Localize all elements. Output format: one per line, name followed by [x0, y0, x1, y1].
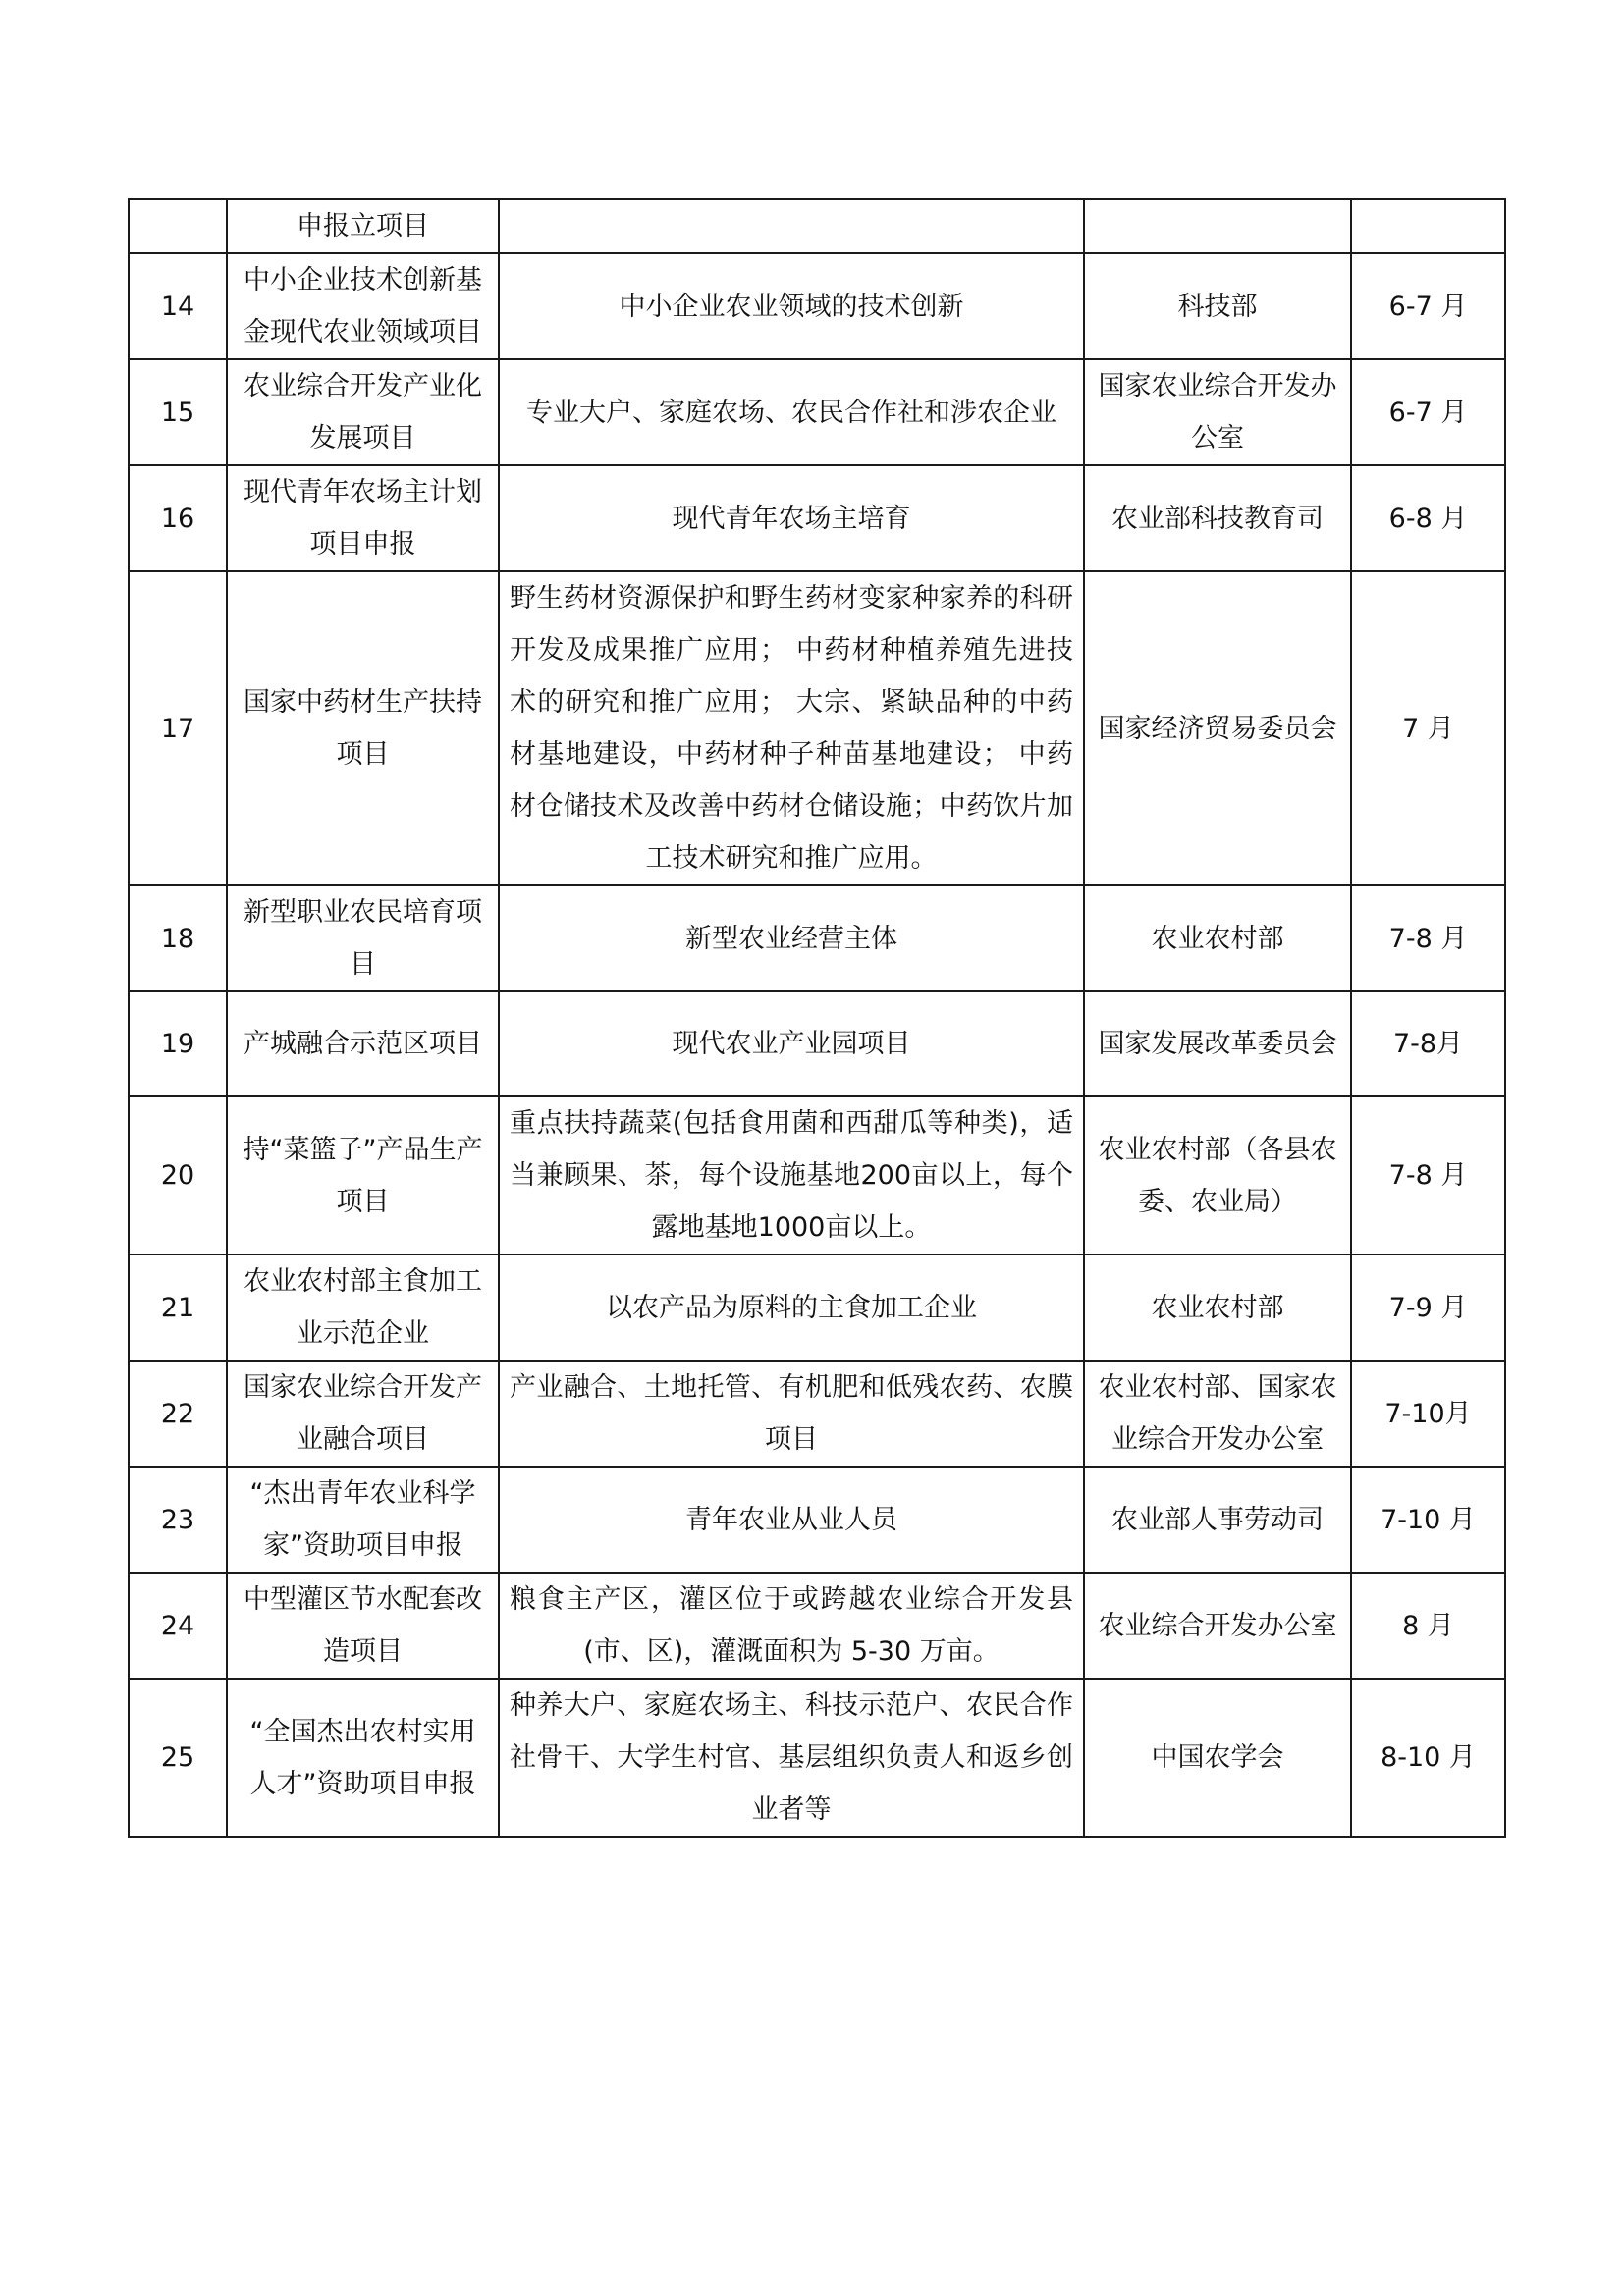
row-number: 19: [160, 1029, 195, 1059]
table-body: [129, 199, 1505, 1837]
responsible-department: 农业农村部、国家农业综合开发办公室: [1098, 1372, 1337, 1455]
project-name: 新型职业农民培育项目: [244, 897, 482, 980]
responsible-department: 科技部: [1177, 291, 1258, 322]
application-time-cell: [1351, 571, 1505, 885]
project-content-cell: [499, 571, 1084, 885]
row-number-cell: [129, 571, 227, 885]
responsible-department-cell: [1084, 1573, 1351, 1679]
responsible-department: 国家农业综合开发办公室: [1098, 371, 1337, 454]
responsible-department: 农业农村部: [1151, 1292, 1284, 1323]
project-content-cell: [499, 1361, 1084, 1467]
responsible-department: 农业农村部: [1151, 923, 1284, 954]
application-time: 7-9 月: [1388, 1292, 1468, 1323]
application-time-cell: [1351, 991, 1505, 1096]
application-time-cell: [1351, 465, 1505, 571]
responsible-department-cell: [1084, 571, 1351, 885]
application-time: 7-8 月: [1388, 923, 1468, 954]
row-number: 14: [160, 291, 195, 322]
project-content-cell: [499, 885, 1084, 991]
project-content-cell: [499, 1467, 1084, 1573]
project-name: 农业综合开发产业化发展项目: [244, 371, 482, 454]
project-content: 野生药材资源保护和野生药材变家种家养的科研开发及成果推广应用； 中药材种植养殖先进技术的研究和推广应用； 大宗、紧缺品种的中药材基地建设，中药材种子种苗基地建设； 中药材仓储技术及改善中药材仓储设施；中药饮片加工技术研究和推广应用。: [510, 583, 1073, 874]
row-number-cell: [129, 885, 227, 991]
application-time: 6-7 月: [1388, 397, 1468, 428]
table-row: [129, 885, 1505, 991]
project-name: 农业农村部主食加工业示范企业: [244, 1266, 482, 1349]
responsible-department-cell: [1084, 1255, 1351, 1361]
application-time-cell: [1351, 1255, 1505, 1361]
responsible-department: 农业农村部（各县农委、农业局）: [1098, 1134, 1337, 1217]
project-content: 产业融合、土地托管、有机肥和低残农药、农膜项目: [510, 1372, 1073, 1455]
project-content: 重点扶持蔬菜(包括食用菌和西甜瓜等种类)，适当兼顾果、茶，每个设施基地200亩以上，每个露地基地1000亩以上。: [510, 1108, 1073, 1243]
row-number-cell: [129, 1255, 227, 1361]
project-name-cell: [227, 885, 499, 991]
responsible-department: 中国农学会: [1151, 1742, 1284, 1773]
project-name: 产城融合示范区项目: [244, 1029, 482, 1059]
project-name-cell: [227, 465, 499, 571]
table-row: [129, 1573, 1505, 1679]
row-number-cell: [129, 1573, 227, 1679]
project-content: 粮食主产区，灌区位于或跨越农业综合开发县(市、区)，灌溉面积为 5-30 万亩。: [510, 1584, 1073, 1667]
responsible-department-cell: [1084, 359, 1351, 465]
project-table: [128, 198, 1506, 1838]
project-name-cell: [227, 253, 499, 359]
responsible-department-cell: [1084, 253, 1351, 359]
project-name: 国家农业综合开发产业融合项目: [244, 1372, 482, 1455]
project-content-cell: [499, 359, 1084, 465]
project-name-cell: [227, 199, 499, 253]
application-time: 7-8 月: [1388, 1160, 1468, 1191]
project-content: 现代青年农场主培育: [672, 503, 911, 534]
responsible-department: 国家经济贸易委员会: [1098, 713, 1337, 744]
table-row: [129, 1361, 1505, 1467]
responsible-department: 国家发展改革委员会: [1098, 1029, 1337, 1059]
table-row: [129, 253, 1505, 359]
project-name: 中小企业技术创新基金现代农业领域项目: [244, 265, 482, 347]
responsible-department-cell: [1084, 199, 1351, 253]
project-content-cell: [499, 1573, 1084, 1679]
project-name-cell: [227, 571, 499, 885]
table-row: [129, 199, 1505, 253]
project-content: 种养大户、家庭农场主、科技示范户、农民合作社骨干、大学生村官、基层组织负责人和返乡创业者等: [510, 1690, 1073, 1825]
table-row: [129, 571, 1505, 885]
application-time-cell: [1351, 359, 1505, 465]
application-time: 7-10月: [1384, 1398, 1472, 1429]
table-row: [129, 1096, 1505, 1255]
application-time-cell: [1351, 885, 1505, 991]
table-row: [129, 1679, 1505, 1837]
application-time-cell: [1351, 1361, 1505, 1467]
project-content-cell: [499, 1679, 1084, 1837]
table-row: [129, 1467, 1505, 1573]
row-number: 20: [160, 1160, 195, 1191]
application-time: 6-8 月: [1388, 503, 1468, 534]
application-time-cell: [1351, 1096, 1505, 1255]
project-content-cell: [499, 199, 1084, 253]
project-name: “杰出青年农业科学家”资助项目申报: [249, 1478, 476, 1561]
project-name-cell: [227, 1096, 499, 1255]
row-number: 25: [160, 1742, 195, 1773]
project-name-cell: [227, 991, 499, 1096]
table-row: [129, 359, 1505, 465]
row-number-cell: [129, 1679, 227, 1837]
responsible-department-cell: [1084, 885, 1351, 991]
project-content-cell: [499, 1255, 1084, 1361]
table-row: [129, 465, 1505, 571]
row-number-cell: [129, 1361, 227, 1467]
project-name-cell: [227, 1361, 499, 1467]
application-time-cell: [1351, 1467, 1505, 1573]
row-number-cell: [129, 253, 227, 359]
row-number: 17: [160, 713, 195, 744]
project-content: 现代农业产业园项目: [672, 1029, 911, 1059]
project-name-cell: [227, 1573, 499, 1679]
row-number: 23: [160, 1504, 195, 1535]
project-content: 新型农业经营主体: [685, 923, 897, 954]
application-time: 7-8月: [1392, 1029, 1464, 1059]
project-content-cell: [499, 465, 1084, 571]
row-number: 16: [160, 503, 195, 534]
application-time: 6-7 月: [1388, 291, 1468, 322]
project-name-cell: [227, 1467, 499, 1573]
row-number-cell: [129, 1096, 227, 1255]
table-row: [129, 1255, 1505, 1361]
responsible-department-cell: [1084, 1361, 1351, 1467]
project-content-cell: [499, 991, 1084, 1096]
application-time: 8-10 月: [1380, 1742, 1476, 1773]
application-time: 8 月: [1402, 1610, 1454, 1641]
project-name: 国家中药材生产扶持项目: [244, 687, 482, 770]
row-number-cell: [129, 359, 227, 465]
application-time: 7 月: [1402, 713, 1454, 744]
responsible-department: 农业部人事劳动司: [1111, 1504, 1324, 1535]
project-content: 以农产品为原料的主食加工企业: [606, 1292, 977, 1323]
row-number-cell: [129, 199, 227, 253]
responsible-department-cell: [1084, 1467, 1351, 1573]
row-number: 22: [160, 1398, 195, 1429]
row-number-cell: [129, 991, 227, 1096]
project-content: 中小企业农业领域的技术创新: [619, 291, 964, 322]
project-content: 青年农业从业人员: [685, 1504, 897, 1535]
project-name: “全国杰出农村实用人才”资助项目申报: [249, 1716, 476, 1799]
project-name-cell: [227, 1679, 499, 1837]
responsible-department: 农业部科技教育司: [1111, 503, 1324, 534]
project-name: 持“菜篮子”产品生产项目: [243, 1134, 483, 1217]
responsible-department: 农业综合开发办公室: [1098, 1610, 1337, 1641]
table-row: [129, 991, 1505, 1096]
application-time-cell: [1351, 1679, 1505, 1837]
project-content: 专业大户、家庭农场、农民合作社和涉农企业: [526, 397, 1056, 428]
application-time-cell: [1351, 1573, 1505, 1679]
responsible-department-cell: [1084, 991, 1351, 1096]
responsible-department-cell: [1084, 465, 1351, 571]
project-name: 申报立项目: [297, 211, 429, 241]
project-name-cell: [227, 1255, 499, 1361]
project-content-cell: [499, 253, 1084, 359]
project-name: 中型灌区节水配套改造项目: [244, 1584, 482, 1667]
project-content-cell: [499, 1096, 1084, 1255]
project-name: 现代青年农场主计划项目申报: [244, 477, 482, 560]
application-time-cell: [1351, 199, 1505, 253]
application-time: 7-10 月: [1380, 1504, 1476, 1535]
row-number: 21: [160, 1292, 195, 1323]
responsible-department-cell: [1084, 1679, 1351, 1837]
row-number-cell: [129, 465, 227, 571]
responsible-department-cell: [1084, 1096, 1351, 1255]
row-number: 18: [160, 923, 195, 954]
project-name-cell: [227, 359, 499, 465]
row-number-cell: [129, 1467, 227, 1573]
row-number: 24: [160, 1610, 195, 1641]
row-number: 15: [160, 397, 195, 428]
application-time-cell: [1351, 253, 1505, 359]
